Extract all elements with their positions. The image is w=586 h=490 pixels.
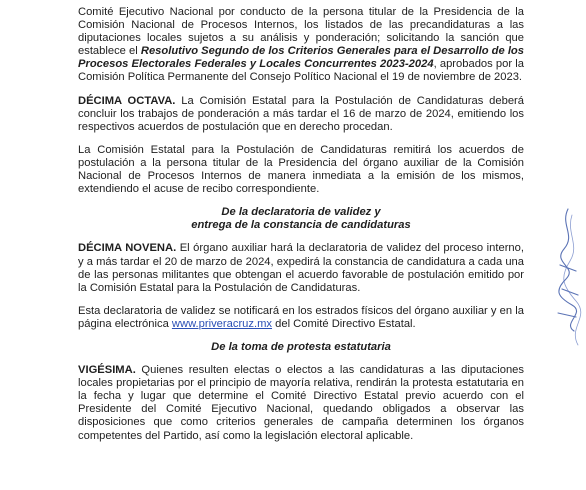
- paragraph-remision: [78, 144, 524, 196]
- paragraph-criteria: [78, 6, 524, 85]
- paragraph-vigesima: [78, 364, 524, 443]
- article-heading-decima-octava: DÉCIMA OCTAVA.: [78, 94, 176, 107]
- paragraph-notificacion-text-1: Esta declaratoria de validez se notificará en los estrados físicos del órgano auxiliar y en la página electrónica: [78, 304, 524, 330]
- section-heading-declaratoria-line-1: De la declaratoria de validez y: [221, 206, 381, 219]
- article-text-decima-novena: El órgano auxiliar hará la declaratoria de validez del proceso interno, y a más tardar el 20 de marzo de 2024, expedirá la constancia de candidatura a cada una de las personas militantes que obtengan el acuerdo favorable de postulación emitido por la Comisión Estatal para la Postulación de Candidaturas.: [78, 242, 524, 294]
- paragraph-notificacion: [78, 305, 524, 331]
- section-heading-toma-protesta-line-1: De la toma de protesta estatutaria: [211, 340, 391, 353]
- paragraph-criteria-text-2: , aprobados por la Comisión Política Permanente del Consejo Político Nacional el 19 de noviembre de 2023.: [78, 58, 524, 84]
- article-heading-decima-novena: DÉCIMA NOVENA.: [78, 242, 177, 255]
- paragraph-remision-text: La Comisión Estatal para la Postulación de Candidaturas remitirá los acuerdos de postulación a la persona titular de la Presidencia del órgano auxiliar de la Comisión Nacional de Procesos Internos de manera inmediata a la emisión de los mismos, extendiendo el acuse de recibo correspondiente.: [78, 143, 524, 196]
- section-heading-declaratoria-line-2: entrega de la constancia de candidaturas: [191, 219, 411, 232]
- article-heading-vigesima: VIGÉSIMA.: [78, 364, 136, 377]
- section-heading-toma-protesta: [78, 341, 524, 354]
- paragraph-criteria-text-1: Comité Ejecutivo Nacional por conducto de la persona titular de la Presidencia de la Comisión Nacional de Procesos Internos, los listados de las precandidaturas a las diputaciones locales sujetos a su análisis y ponderación; solicitando la sanción que establece el: [78, 6, 524, 58]
- article-text-decima-octava: La Comisión Estatal para la Postulación de Candidaturas deberá concluir los trabajos de ponderación a más tardar el 16 de marzo de 2024, emitiendo los respectivos acuerdos de postulación que en derecho procedan.: [78, 94, 524, 133]
- paragraph-decima-octava: [78, 95, 524, 134]
- article-text-vigesima: Quienes resulten electas o electos a las candidaturas a las diputaciones locales propietarias por el principio de mayoría relativa, rendirán la protesta estatutaria en la fecha y lugar que determine el Comité Directivo Estatal previo acuerdo con el Presidente del Comité Ejecutivo Nacional, quedando obligados a observar las disposiciones que como criterios generales de campaña determinen los órganos competentes del Partido, así como la legislación electoral aplicable.: [78, 364, 524, 442]
- handwritten-signature-mark: [554, 205, 582, 355]
- document-page: [78, 6, 524, 453]
- website-link[interactable]: www.priveracruz.mx: [171, 317, 273, 330]
- section-heading-declaratoria: [78, 206, 524, 232]
- paragraph-decima-novena: [78, 242, 524, 294]
- resolutivo-reference: Resolutivo Segundo de los Criterios Generales para el Desarrollo de los Procesos Electorales Federales y Locales Concurrentes 2023-2024: [78, 45, 524, 71]
- paragraph-notificacion-text-2: del Comité Directivo Estatal.: [272, 317, 416, 330]
